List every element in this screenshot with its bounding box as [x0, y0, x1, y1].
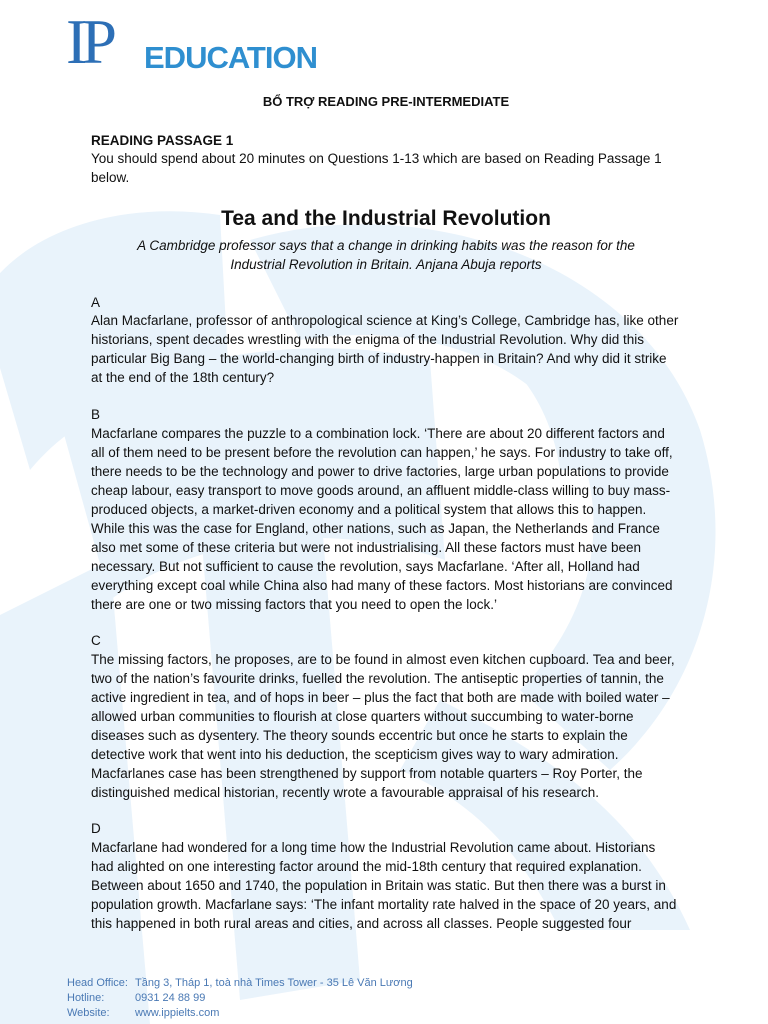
document-header: BỔ TRỢ READING PRE-INTERMEDIATE: [262, 94, 510, 109]
paragraph-a-text: Alan Macfarlane, professor of anthropological science at King’s College, Cambridge has, like other historians, spent decades wrestling with the enigma of the Industrial Revolution. Why did this particular Big Bang – the world-changing birth of industry-happen in Britain? And why did it strike at the end of the 18th century?: [91, 313, 679, 385]
article-subtitle: A Cambridge professor says that a change in drinking habits was the reason for the Industrial Revolution in Britain. Anjana Abuja reports: [137, 238, 635, 272]
footer-head-office: [67, 976, 413, 991]
footer-hotline-value: 0931 24 88 99: [135, 992, 206, 1004]
footer-hotline-label: Hotline:: [67, 992, 105, 1004]
footer-hotline: [67, 991, 413, 1006]
section-instructions: You should spend about 20 minutes on Questions 1-13 which are based on Reading Passage 1 below.: [91, 151, 662, 185]
section-label: READING PASSAGE 1: [91, 133, 234, 148]
paragraph-b-text: Macfarlane compares the puzzle to a combination lock. ‘There are about 20 different factors and all of them need to be present before the revolution can happen,’ he says. For industry to take off, there needs to be the technology and power to drive factories, large urban populations to provide cheap labour, easy transport to move goods around, an affluent middle-class willing to buy mass-produced objects, a market-driven economy and a political system that allows this to happen. While this was the case for England, other nations, such as Japan, the Netherlands and France also met some of these criteria but were not industrialising. All these factors must have been necessary. But not sufficient to cause the revolution, says Macfarlane. ‘After all, Holland had everything except coal while China also had many of these factors. Most historians are convinced there are one or two missing factors that you need to open the lock.’: [91, 426, 673, 612]
logo-wordmark: EDUCATION: [144, 40, 317, 75]
footer-website: [67, 1006, 413, 1021]
logo-mark: IP: [66, 6, 111, 77]
footer-website-link[interactable]: www.ippielts.com: [135, 1007, 220, 1019]
footer-head-office-label: Head Office:: [67, 977, 128, 989]
paragraph-a-letter: A: [91, 295, 101, 310]
paragraph-b-letter: B: [91, 407, 101, 422]
paragraph-d-text: Macfarlane had wondered for a long time how the Industrial Revolution came about. Historians had alighted on one interesting factor around the mid-18th century that required explanation. Between about 1650 and 1740, the population in Britain was static. But then there was a burst in population growth. Macfarlane says: ‘The infant mortality rate halved in the space of 20 years, and this happened in both rural areas and cities, and across all classes. People suggested four: [91, 840, 677, 931]
article-title: Tea and the Industrial Revolution: [221, 207, 551, 230]
footer-website-label: Website:: [67, 1007, 110, 1019]
page-footer: [67, 976, 413, 1021]
paragraph-c-text: The missing factors, he proposes, are to be found in almost even kitchen cupboard. Tea and beer, two of the nation’s favourite drinks, fuelled the revolution. The antiseptic properties of tannin, the active ingredient in tea, and of hops in beer – plus the fact that both are made with boiled water – allowed urban communities to flourish at close quarters without succumbing to water-borne diseases such as dysentery. The theory sounds eccentric but once he starts to explain the detective work that went into his deduction, the scepticism gives way to wary admiration. Macfarlanes case has been strengthened by support from notable quarters – Roy Porter, the distinguished medical historian, recently wrote a favourable appraisal of his research.: [91, 652, 675, 800]
footer-head-office-value: Tầng 3, Tháp 1, toà nhà Times Tower - 35 Lê Văn Lương: [135, 977, 413, 989]
ipp-education-logo: [66, 6, 317, 77]
paragraph-c-letter: C: [91, 633, 101, 648]
paragraph-d-letter: D: [91, 821, 101, 836]
